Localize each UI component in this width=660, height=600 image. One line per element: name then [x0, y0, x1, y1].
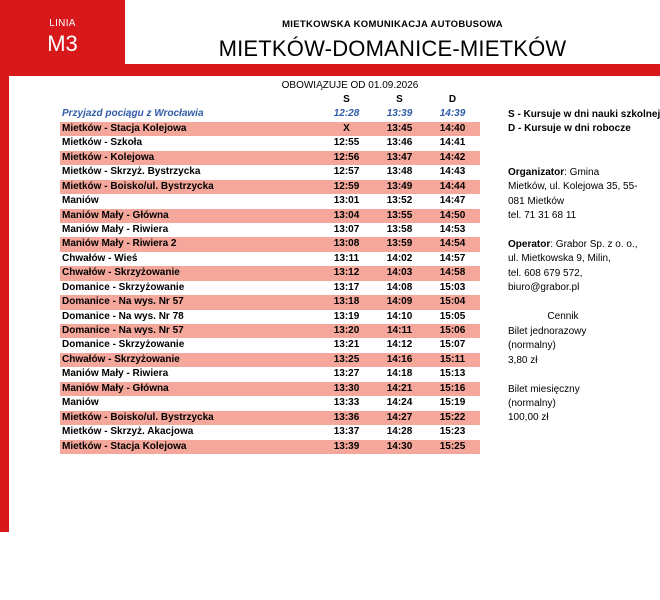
pricing-title: Cennik: [547, 311, 579, 323]
departure-time: 13:08: [333, 238, 360, 250]
stop-name: Maniów Mały - Riwiera: [62, 223, 169, 235]
departure-time: 14:47: [439, 195, 466, 207]
flags-row: [60, 93, 480, 107]
departure-time: 13:01: [333, 195, 360, 207]
departure-time: 14:41: [439, 137, 466, 149]
single-ticket-type: (normalny): [508, 340, 556, 352]
line-label: LINIA: [49, 18, 76, 29]
timetable-row: [60, 338, 480, 352]
stop-name: Maniów: [62, 397, 99, 409]
header-bar: [125, 64, 660, 76]
timetable-row: [60, 411, 480, 425]
departure-time: 13:39: [333, 440, 360, 452]
departure-time: 14:08: [386, 281, 413, 293]
departure-time: 13:17: [333, 281, 360, 293]
departure-time: 14:53: [439, 223, 466, 235]
departure-time: 13:58: [386, 223, 413, 235]
departure-time: 14:30: [386, 440, 413, 452]
departure-time: 14:12: [386, 339, 413, 351]
departure-time: 12:59: [333, 180, 360, 192]
timetable-row: [60, 151, 480, 165]
departure-time: 13:07: [333, 223, 360, 235]
departure-time: 14:10: [386, 310, 413, 322]
stop-name: Mietków - Boisko/ul. Bystrzycka: [62, 411, 214, 423]
departure-time: 15:03: [439, 281, 466, 293]
departure-time: 15:19: [439, 397, 466, 409]
valid-from: OBOWIĄZUJE OD 01.09.2026: [281, 80, 419, 91]
stop-name: Chwałów - Skrzyżowanie: [62, 353, 180, 365]
timetable-row: [60, 295, 480, 309]
departure-time: 15:23: [439, 426, 466, 438]
departure-time: 15:25: [439, 440, 466, 452]
train-time: 12:28: [333, 108, 360, 120]
departure-time: 15:16: [439, 382, 466, 394]
departure-time: 14:50: [439, 209, 466, 221]
departure-time: 12:57: [333, 166, 360, 178]
info-panel: [508, 108, 658, 426]
stop-name: Domanice - Skrzyżowanie: [62, 281, 185, 293]
line-badge: [0, 0, 125, 76]
departure-time: X: [343, 122, 350, 134]
organizer-line2: Mietków, ul. Kolejowa 35, 55-: [508, 181, 638, 193]
route-title: MIETKÓW-DOMANICE-MIETKÓW: [218, 36, 567, 61]
stop-name: Mietków - Skrzyż. Bystrzycka: [62, 166, 201, 178]
timetable-row: [60, 382, 480, 396]
flag-cell: S: [396, 94, 403, 105]
departure-time: 13:30: [333, 382, 360, 394]
departure-time: 15:05: [439, 310, 466, 322]
organizer-line3: 081 Mietków: [508, 195, 565, 207]
departure-time: 14:21: [386, 382, 413, 394]
departure-time: 13:11: [333, 252, 360, 264]
timetable-row: [60, 237, 480, 251]
departure-time: 13:18: [333, 296, 360, 308]
departure-time: 14:40: [439, 122, 466, 134]
departure-time: 13:36: [333, 411, 360, 423]
single-ticket-label: Bilet jednorazowy: [508, 325, 587, 337]
stop-name: Maniów Mały - Riwiera: [62, 368, 169, 380]
departure-time: 13:20: [333, 325, 360, 336]
organizer-info: [508, 166, 658, 224]
departure-time: 13:52: [386, 195, 413, 207]
departure-time: 14:27: [386, 411, 413, 423]
stop-name: Maniów: [62, 195, 99, 207]
stop-name: Mietków - Skrzyż. Akacjowa: [62, 426, 194, 438]
monthly-ticket-label: Bilet miesięczny: [508, 383, 580, 395]
legend: [508, 108, 658, 137]
departure-time: 14:09: [386, 296, 413, 308]
stop-name: Mietków - Kolejowa: [62, 151, 155, 163]
timetable-row: [60, 223, 480, 237]
stop-name: Chwałów - Skrzyżowanie: [62, 267, 180, 279]
timetable-row: [60, 396, 480, 410]
departure-time: 12:56: [333, 151, 360, 163]
timetable-row: [60, 194, 480, 208]
departure-time: 15:07: [439, 339, 466, 351]
departure-time: 13:12: [333, 267, 360, 279]
timetable-row: [60, 310, 480, 324]
departure-time: 14:58: [439, 267, 466, 279]
departure-time: 14:16: [386, 353, 413, 365]
departure-time: 13:25: [333, 353, 360, 365]
departure-time: 14:28: [386, 426, 413, 438]
departure-time: 13:04: [333, 209, 360, 221]
stop-name: Mietków - Stacja Kolejowa: [62, 122, 187, 134]
single-ticket-price: 3,80 zł: [508, 354, 538, 366]
timetable-row: [60, 353, 480, 367]
timetable-row: [60, 122, 480, 136]
departure-time: 13:19: [333, 310, 360, 322]
departure-time: 13:21: [333, 339, 360, 351]
departure-time: 13:59: [386, 238, 413, 250]
timetable-row: [60, 440, 480, 454]
departure-time: 13:27: [333, 368, 360, 380]
stop-name: Mietków - Stacja Kolejowa: [62, 440, 187, 452]
timetable: [60, 93, 480, 454]
timetable-row: [60, 281, 480, 295]
timetable-row: [60, 367, 480, 381]
timetable-row: [60, 136, 480, 150]
departure-time: 13:48: [386, 166, 413, 178]
legend-d: D - Kursuje w dni robocze: [508, 123, 631, 135]
timetable-row: [60, 165, 480, 179]
timetable-row: [60, 425, 480, 439]
departure-time: 13:46: [386, 137, 413, 149]
flag-cell: D: [448, 94, 457, 105]
stop-name: Domanice - Na wys. Nr 57: [62, 325, 184, 336]
train-time: 14:39: [439, 108, 466, 120]
departure-time: 13:37: [333, 426, 360, 438]
departure-time: 15:22: [439, 411, 466, 423]
train-arrival-label: Przyjazd pociągu z Wrocławia: [62, 108, 204, 120]
timetable-row: [60, 209, 480, 223]
operator-line3: tel. 608 679 572,: [508, 267, 583, 279]
departure-time: 14:03: [386, 267, 413, 279]
departure-time: 15:04: [439, 296, 466, 308]
departure-time: 14:54: [439, 238, 466, 250]
monthly-ticket-type: (normalny): [508, 397, 556, 409]
stop-name: Mietków - Szkoła: [62, 137, 143, 149]
timetable-row: [60, 266, 480, 280]
legend-s: S - Kursuje w dni nauki szkolnej: [508, 109, 660, 120]
line-code: M3: [47, 31, 78, 56]
departure-time: 14:44: [439, 180, 466, 192]
departure-time: 14:24: [386, 397, 413, 409]
organizer-label: Organizator: [508, 166, 565, 178]
left-stripe: [0, 76, 9, 532]
departure-time: 14:43: [439, 166, 466, 178]
departure-time: 13:49: [386, 180, 413, 192]
departure-time: 15:06: [439, 325, 466, 336]
departure-time: 14:42: [439, 151, 466, 163]
departure-time: 14:18: [386, 368, 413, 380]
pricing-spacer: [508, 368, 658, 382]
train-arrival-row: [60, 107, 480, 121]
operator-line4: biuro@grabor.pl: [508, 282, 580, 294]
operator-line1: : Grabor Sp. z o. o.,: [550, 239, 638, 251]
monthly-ticket-price: 100,00 zł: [508, 412, 549, 424]
stop-name: Maniów Mały - Główna: [62, 382, 169, 394]
stop-name: Mietków - Boisko/ul. Bystrzycka: [62, 180, 214, 192]
departure-time: 14:57: [439, 252, 466, 264]
stop-name: Maniów Mały - Główna: [62, 209, 169, 221]
stop-name: Domanice - Na wys. Nr 57: [62, 296, 184, 308]
flags-spacer: [60, 93, 320, 107]
departure-time: 12:55: [333, 137, 360, 149]
operator-info: [508, 238, 658, 296]
stop-name: Domanice - Na wys. Nr 78: [62, 310, 184, 322]
operator-line2: ul. Mietkowska 9, Milin,: [508, 253, 611, 265]
departure-time: 14:11: [386, 325, 413, 336]
timetable-row: [60, 324, 480, 338]
operator-label: Operator: [508, 239, 551, 251]
timetable-row: [60, 252, 480, 266]
organization-name: MIETKOWSKA KOMUNIKACJA AUTOBUSOWA: [282, 19, 503, 30]
flag-cell: S: [343, 94, 350, 105]
timetable-row: [60, 180, 480, 194]
departure-time: 13:47: [386, 151, 413, 163]
stop-name: Maniów Mały - Riwiera 2: [62, 238, 177, 250]
train-time: 13:39: [386, 108, 413, 120]
organizer-line4: tel. 71 31 68 11: [508, 210, 577, 222]
departure-time: 15:13: [439, 368, 466, 380]
departure-time: 14:02: [386, 252, 413, 264]
stop-name: Chwałów - Wieś: [62, 252, 138, 264]
departure-time: 13:33: [333, 397, 360, 409]
departure-time: 13:55: [386, 209, 413, 221]
pricing-info: [508, 310, 658, 426]
organizer-line1: : Gmina: [564, 166, 600, 178]
stop-name: Domanice - Skrzyżowanie: [62, 339, 185, 351]
departure-time: 15:11: [439, 353, 466, 365]
departure-time: 13:45: [386, 122, 413, 134]
